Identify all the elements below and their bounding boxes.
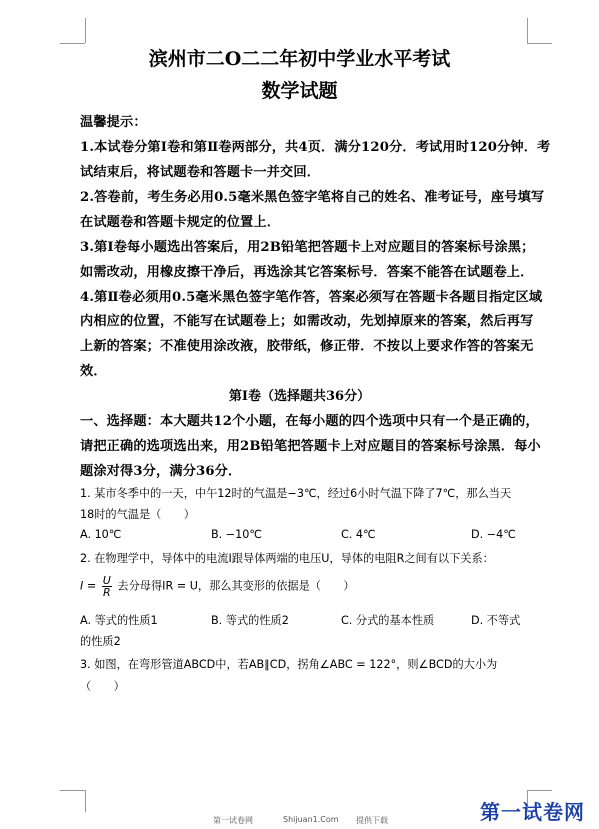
section-instruction-line: 一、选择题：本大题共12个小题，在每小题的四个选项中只有一个是正确的，	[80, 414, 539, 429]
question-2-option-d-wrap: 的性质2	[80, 635, 121, 648]
question-3-line: （ ）	[80, 680, 125, 693]
exam-subtitle: 数学试题	[261, 80, 338, 102]
crop-mark-top-right-v	[527, 18, 528, 43]
question-2-line: 2. 在物理学中，导体中的电流Ⅰ跟导体两端的电压U，导体的电阻R之间有以下关系：	[80, 552, 494, 565]
formula-rest: 去分母得IR = U，那么其变形的依据是（ ）	[117, 579, 355, 593]
tip-line: 1.本试卷分第Ⅰ卷和第Ⅱ卷两部分，共4页．满分120分．考试用时120分钟．考	[80, 140, 551, 155]
crop-mark-bottom-left-h	[60, 790, 85, 791]
fraction-denominator: R	[103, 586, 111, 599]
question-1-line: 18时的气温是（ ）	[80, 508, 195, 521]
question-2-option-a: A. 等式的性质1	[80, 614, 158, 627]
tip-line: 在试题卷和答题卡规定的位置上．	[80, 215, 281, 230]
question-1-option-c: C. 4℃	[341, 528, 376, 541]
crop-mark-bottom-right-h	[527, 790, 552, 791]
crop-mark-bottom-left-v	[85, 790, 86, 812]
tips-heading: 温馨提示：	[80, 115, 147, 130]
question-2-formula-line	[80, 575, 355, 598]
fraction-numerator: U	[102, 574, 111, 587]
question-1-option-a: A. 10℃	[80, 528, 122, 541]
tip-line: 上新的答案；不准使用涂改液，胶带纸，修正带．不按以上要求作答的答案无	[80, 339, 534, 354]
fraction-u-over-r	[102, 575, 112, 598]
tip-line: 3.第Ⅰ卷每小题选出答案后，用2B铅笔把答题卡上对应题目的答案标号涂黑；	[80, 240, 535, 255]
tip-line: 内相应的位置，不能写在试题卷上；如需改动，先划掉原来的答案，然后再写	[80, 314, 534, 329]
question-1-option-b: B. −10℃	[211, 528, 262, 541]
tip-line: 试结束后，将试题卷和答题卡一并交回．	[80, 165, 321, 180]
crop-mark-top-left-v	[85, 18, 86, 43]
exam-title: 滨州市二O二二年初中学业水平考试	[148, 48, 451, 70]
question-2-option-c: C. 分式的基本性质	[341, 614, 435, 627]
tip-line: 4.第Ⅱ卷必须用0.5毫米黑色签字笔作答，答案必须写在答题卡各题目指定区域	[80, 290, 543, 305]
section-instruction-line: 请把正确的选项选出来，用2B铅笔把答题卡上对应题目的答案标号涂黑．每小	[80, 439, 541, 454]
tip-line: 如需改动，用橡皮擦干净后，再选涂其它答案标号．答案不能答在试题卷上．	[80, 265, 534, 280]
footer-site-name: 第一试卷网	[213, 816, 253, 825]
section-title: 第Ⅰ卷（选择题共36分）	[228, 389, 371, 404]
question-1-option-d: D. −4℃	[471, 528, 516, 541]
watermark-logo-text: 第一试卷网	[480, 800, 585, 824]
question-1-line: 1. 某市冬季中的一天，中午12时的气温是−3℃，经过6小时气温下降了7℃，那么当天	[80, 487, 512, 500]
footer-site-url: Shijuan1.Com	[283, 815, 339, 824]
question-3-line: 3. 如图，在弯形管道ABCD中，若AB∥CD，拐角∠ABC = 122°，则∠BCD的大小为	[80, 658, 498, 671]
tip-line: 2.答卷前，考生务必用0.5毫米黑色签字笔将自己的姓名、准考证号，座号填写	[80, 190, 545, 205]
section-instruction-line: 题涂对得3分，满分36分．	[80, 464, 242, 479]
formula-lhs: I =	[80, 579, 97, 593]
footer-download-note: 提供下载	[356, 816, 388, 825]
question-2-option-d: D. 不等式	[471, 614, 521, 627]
tip-line: 效．	[80, 364, 107, 379]
question-2-option-b: B. 等式的性质2	[211, 614, 289, 627]
